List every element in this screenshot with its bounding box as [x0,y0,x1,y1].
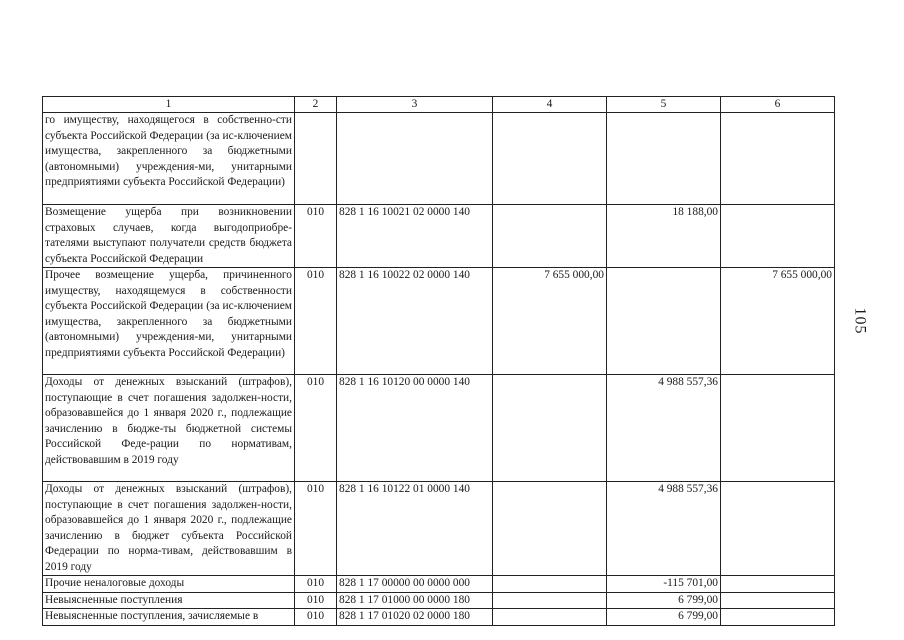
row-col5 [607,268,721,375]
row-name: Доходы от денежных взысканий (штрафов), поступающие в счет погашения задолжен-ности, образовавшейся до 1 января 2020 г., подлежащие зачислению в бюджет субъекта Российской Федерации по норма-тивам, действовавшим в 2019 году [43,482,295,576]
table-row [43,592,835,609]
table-row [43,205,835,268]
row-kbk [337,113,493,205]
row-col6 [721,576,835,593]
row-col4 [493,482,607,576]
table-row [43,113,835,205]
row-name: Прочее возмещение ущерба, причиненного имуществу, находящемуся в собственности субъекта Российской Федерации (за ис-ключением имущества, закрепленного за бюджетными (автономными) учреждения-ми, унитарными предприятиями субъекта Российской Федерации) [43,268,295,375]
row-name: Доходы от денежных взысканий (штрафов), поступающие в счет погашения задолжен-ности, образовавшейся до 1 января 2020 г., подлежащие зачислению в бюдже-ты бюджетной системы Российской Феде-рации по нормативам, действовавшим в 2019 году [43,375,295,482]
column-header: 2 [295,97,337,113]
row-code: 010 [295,609,337,626]
row-code [295,113,337,205]
row-code: 010 [295,576,337,593]
row-col5: 6 799,00 [607,609,721,626]
row-kbk: 828 1 17 00000 00 0000 000 [337,576,493,593]
row-col5: -115 701,00 [607,576,721,593]
row-col5: 4 988 557,36 [607,375,721,482]
row-name: Возмещение ущерба при возникновении страховых случаев, когда выгодоприобре-тателями выступают получатели средств бюджета субъекта Российской Федерации [43,205,295,268]
row-col4: 7 655 000,00 [493,268,607,375]
table-row [43,268,835,375]
row-col4 [493,113,607,205]
page-number: 105 [851,307,869,335]
row-kbk: 828 1 16 10022 02 0000 140 [337,268,493,375]
row-col6 [721,609,835,626]
row-code: 010 [295,375,337,482]
table-row [43,609,835,626]
row-col6: 7 655 000,00 [721,268,835,375]
row-col4 [493,609,607,626]
table-row [43,576,835,593]
row-col6 [721,205,835,268]
row-code: 010 [295,482,337,576]
row-kbk: 828 1 16 10120 00 0000 140 [337,375,493,482]
column-header: 3 [337,97,493,113]
table-row [43,482,835,576]
row-col4 [493,375,607,482]
row-code: 010 [295,592,337,609]
row-kbk: 828 1 17 01000 00 0000 180 [337,592,493,609]
row-kbk: 828 1 16 10021 02 0000 140 [337,205,493,268]
row-col5 [607,113,721,205]
row-col4 [493,592,607,609]
row-col5: 6 799,00 [607,592,721,609]
row-col6 [721,113,835,205]
row-name: Невыясненные поступления [43,592,295,609]
row-code: 010 [295,268,337,375]
row-col4 [493,576,607,593]
column-header: 1 [43,97,295,113]
row-name: Невыясненные поступления, зачисляемые в [43,609,295,626]
row-col6 [721,592,835,609]
row-col6 [721,375,835,482]
row-kbk: 828 1 17 01020 02 0000 180 [337,609,493,626]
row-col5: 4 988 557,36 [607,482,721,576]
budget-report-table [42,96,835,626]
row-name: Прочие неналоговые доходы [43,576,295,593]
table-row [43,375,835,482]
row-name: го имуществу, находящегося в собственно-сти субъекта Российской Федерации (за ис-ключением имущества, закрепленного за бюджетными (автономными) учреждения-ми, унитарными предприятиями субъекта Российской Федерации) [43,113,295,205]
row-kbk: 828 1 16 10122 01 0000 140 [337,482,493,576]
column-header: 6 [721,97,835,113]
column-header: 4 [493,97,607,113]
row-code: 010 [295,205,337,268]
row-col6 [721,482,835,576]
header-row [43,97,835,113]
row-col4 [493,205,607,268]
column-header: 5 [607,97,721,113]
row-col5: 18 188,00 [607,205,721,268]
